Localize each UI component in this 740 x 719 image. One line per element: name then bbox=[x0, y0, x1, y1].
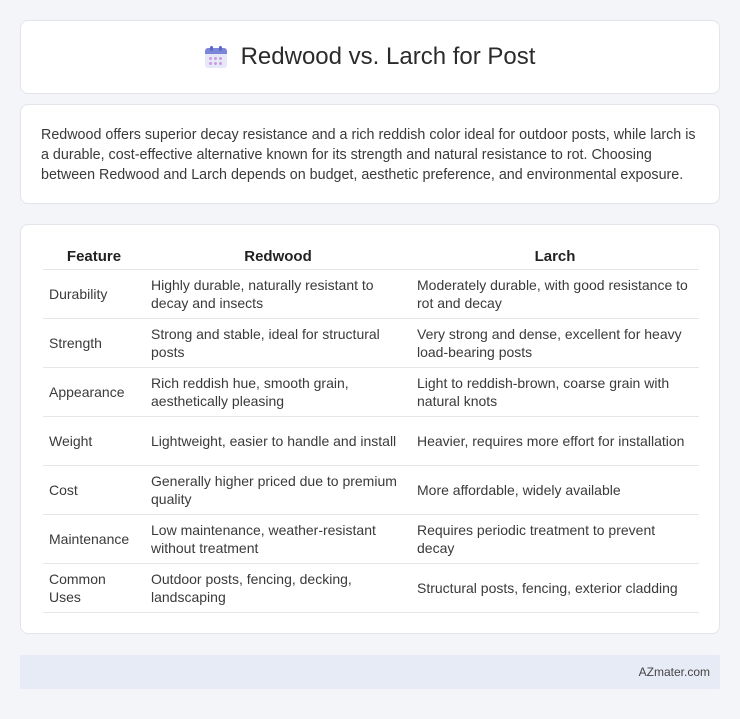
feature-cell: Appearance bbox=[43, 367, 145, 416]
footer-brand[interactable]: AZmater.com bbox=[638, 665, 710, 679]
larch-cell: Very strong and dense, excellent for heavy load-bearing posts bbox=[411, 318, 699, 367]
calendar-icon bbox=[205, 46, 227, 68]
larch-cell: Structural posts, fencing, exterior cladding bbox=[411, 563, 699, 612]
table-row bbox=[43, 514, 699, 563]
redwood-cell: Highly durable, naturally resistant to decay and insects bbox=[145, 269, 411, 318]
table-row bbox=[43, 367, 699, 416]
feature-cell: Weight bbox=[43, 416, 145, 465]
table-row bbox=[43, 563, 699, 612]
larch-cell: Light to reddish-brown, coarse grain with natural knots bbox=[411, 367, 699, 416]
redwood-cell: Rich reddish hue, smooth grain, aesthetically pleasing bbox=[145, 367, 411, 416]
description-text: Redwood offers superior decay resistance and a rich reddish color ideal for outdoor posts, while larch is a durable, cost-effective alternative known for its strength and natural resistance to rot. Choosing between Redwood and Larch depends on budget, aesthetic preference, and environmental exposure. bbox=[41, 127, 696, 183]
larch-cell: Moderately durable, with good resistance to rot and decay bbox=[411, 269, 699, 318]
redwood-cell: Generally higher priced due to premium quality bbox=[145, 465, 411, 514]
table-header-row bbox=[43, 245, 699, 269]
feature-cell: Common Uses bbox=[43, 563, 145, 612]
footer bbox=[20, 655, 720, 689]
page-title: Redwood vs. Larch for Post bbox=[240, 43, 536, 70]
header-redwood: Redwood bbox=[244, 248, 312, 266]
feature-cell: Strength bbox=[43, 318, 145, 367]
feature-cell: Cost bbox=[43, 465, 145, 514]
redwood-cell: Outdoor posts, fencing, decking, landscaping bbox=[145, 563, 411, 612]
comparison-table bbox=[43, 245, 699, 613]
larch-cell: Heavier, requires more effort for installation bbox=[411, 416, 699, 465]
feature-cell: Durability bbox=[43, 269, 145, 318]
table-row bbox=[43, 416, 699, 465]
table-row bbox=[43, 269, 699, 318]
larch-cell: More affordable, widely available bbox=[411, 465, 699, 514]
table-row bbox=[43, 318, 699, 367]
comparison-card bbox=[20, 224, 720, 634]
redwood-cell: Strong and stable, ideal for structural posts bbox=[145, 318, 411, 367]
description-card bbox=[20, 104, 720, 204]
redwood-cell: Lightweight, easier to handle and install bbox=[145, 416, 411, 465]
header-feature: Feature bbox=[66, 248, 122, 266]
header-larch: Larch bbox=[534, 248, 576, 266]
title-card bbox=[20, 20, 720, 94]
table-row bbox=[43, 465, 699, 514]
feature-cell: Maintenance bbox=[43, 514, 145, 563]
larch-cell: Requires periodic treatment to prevent decay bbox=[411, 514, 699, 563]
redwood-cell: Low maintenance, weather-resistant without treatment bbox=[145, 514, 411, 563]
